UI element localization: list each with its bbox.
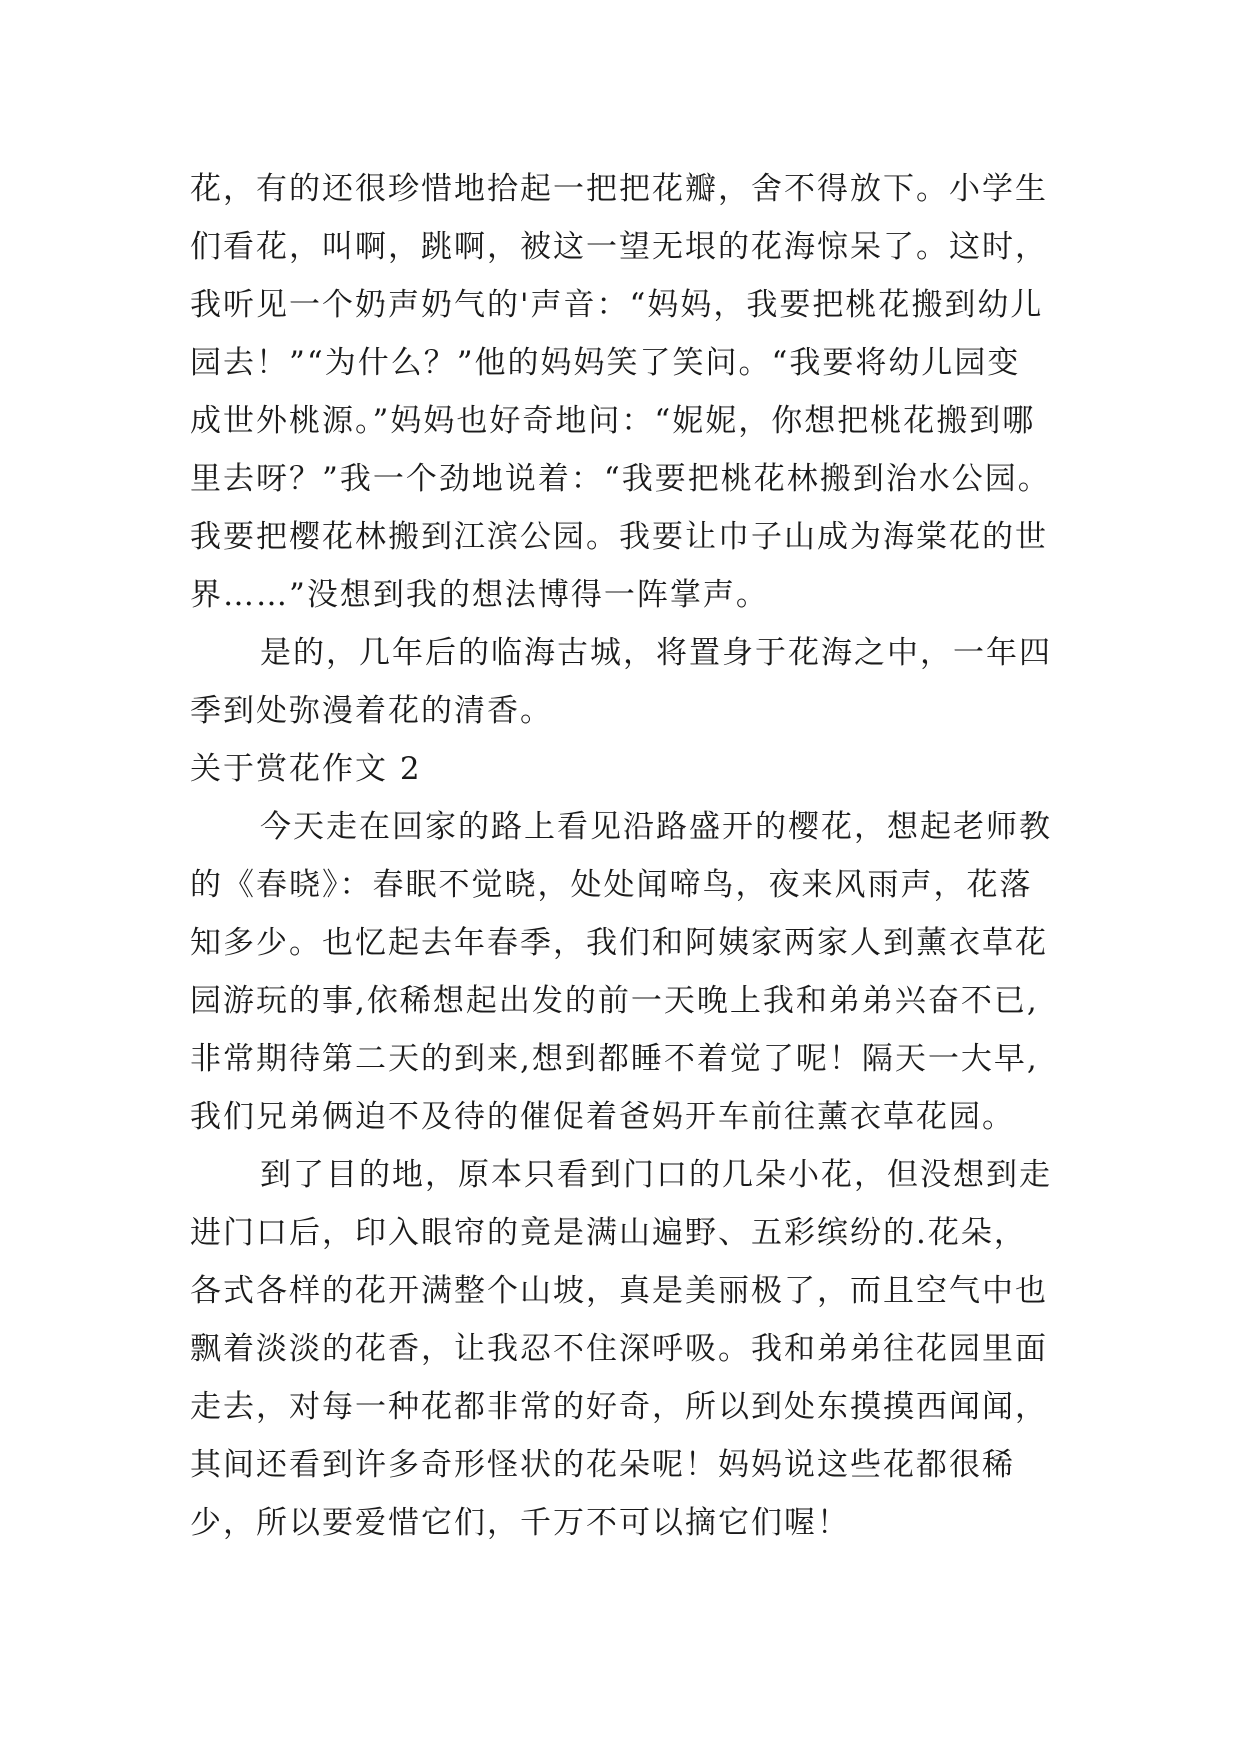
text-line: 各式各样的花开满整个山坡，真是美丽极了，而且空气中也: [190, 1273, 1048, 1309]
text-line: 园游玩的事,依稀想起出发的前一天晚上我和弟弟兴奋不已,: [190, 983, 1039, 1019]
text-line: 我要把樱花林搬到江滨公园。我要让巾子山成为海棠花的世: [190, 519, 1048, 555]
text-line: 的《春晓》：春眠不觉晓，处处闻啼鸟，夜来风雨声，花落: [190, 867, 1033, 903]
text-line: 界……”没想到我的想法博得一阵掌声。: [190, 577, 769, 613]
text-line: 成世外桃源。”妈妈也好奇地问：“妮妮，你想把桃花搬到哪: [190, 403, 1036, 439]
text-line: 进门口后，印入眼帘的竟是满山遍野、五彩缤纷的.花朵，: [190, 1215, 1027, 1251]
text-line: 我们兄弟俩迫不及待的催促着爸妈开车前往薰衣草花园。: [190, 1099, 1015, 1135]
essay-body: [190, 160, 1080, 1552]
text-line: 们看花，叫啊，跳啊，被这一望无垠的花海惊呆了。这时，: [190, 229, 1048, 265]
essay2-paragraph-1: [190, 798, 1080, 1146]
text-line: 季到处弥漫着花的清香。: [190, 693, 553, 729]
text-line: 今天走在回家的路上看见沿路盛开的樱花，想起老师教: [260, 809, 1052, 845]
text-line: 其间还看到许多奇形怪状的花朵呢！妈妈说这些花都很稀: [190, 1447, 1015, 1483]
text-line: 花，有的还很珍惜地拾起一把把花瓣，舍不得放下。小学生: [190, 171, 1048, 207]
essay2-title: 关于赏花作文 2: [190, 751, 422, 787]
text-line: 非常期待第二天的到来,想到都睡不着觉了呢！隔天一大早,: [190, 1041, 1039, 1077]
text-line: 我听见一个奶声奶气的'声音：“妈妈，我要把桃花搬到幼儿: [190, 287, 1044, 323]
text-line: 是的，几年后的临海古城，将置身于花海之中，一年四: [260, 635, 1052, 671]
essay2-paragraph-2: [190, 1146, 1080, 1552]
text-line: 飘着淡淡的花香，让我忍不住深呼吸。我和弟弟往花园里面: [190, 1331, 1048, 1367]
text-line: 园去！”“为什么？”他的妈妈笑了笑问。“我要将幼儿园变: [190, 345, 1021, 381]
text-line: 走去，对每一种花都非常的好奇，所以到处东摸摸西闻闻，: [190, 1389, 1048, 1425]
essay1-paragraph-2: [190, 624, 1080, 740]
text-line: 到了目的地，原本只看到门口的几朵小花，但没想到走: [260, 1157, 1052, 1193]
text-line: 里去呀？”我一个劲地说着：“我要把桃花林搬到治水公园。: [190, 461, 1051, 497]
essay1-paragraph-1: [190, 160, 1080, 624]
text-line: 少，所以要爱惜它们，千万不可以摘它们喔！: [190, 1505, 850, 1541]
text-line: 知多少。也忆起去年春季，我们和阿姨家两家人到薰衣草花: [190, 925, 1048, 961]
